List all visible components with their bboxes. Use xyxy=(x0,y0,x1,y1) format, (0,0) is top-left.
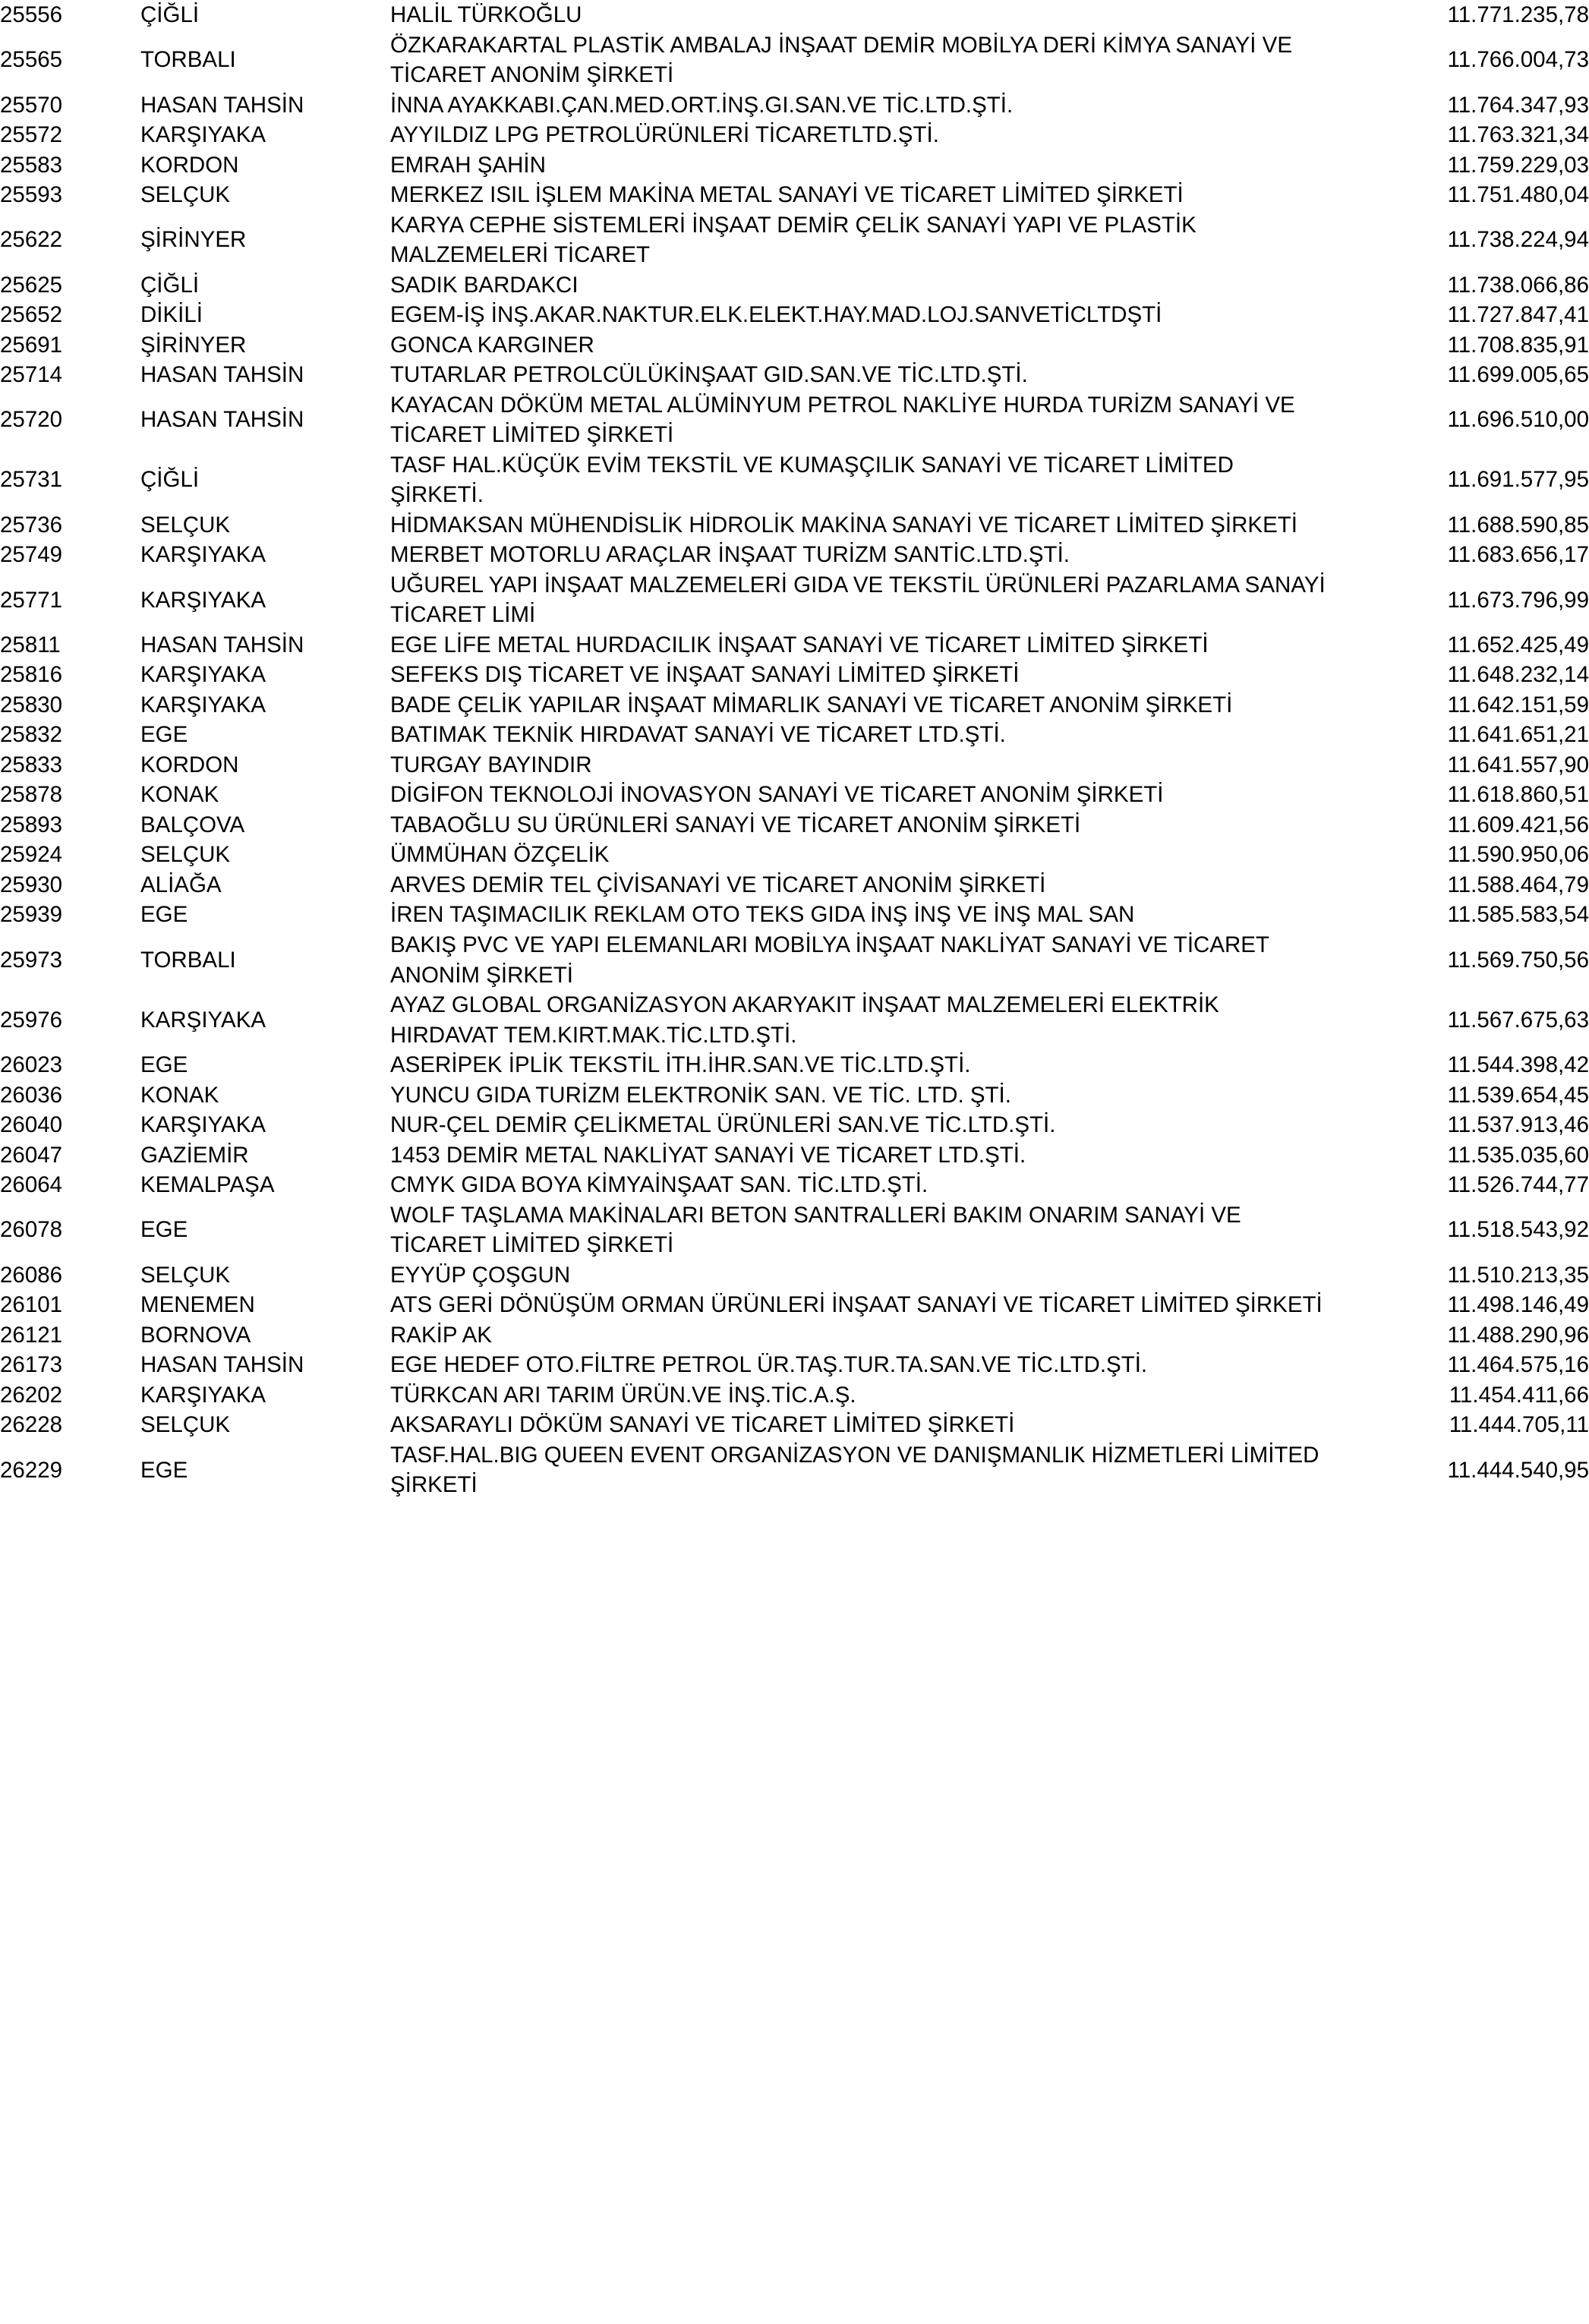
row-district-cell: KARŞIYAKA xyxy=(140,542,266,568)
row-name-cell: ASERİPEK İPLİK TEKSTİL İTH.İHR.SAN.VE TİC.LTD.ŞTİ. xyxy=(390,1052,971,1078)
row-code-cell: 25930 xyxy=(0,872,63,897)
row-name-cell: BATIMAK TEKNİK HIRDAVAT SANAYİ VE TİCARET LTD.ŞTİ. xyxy=(390,722,1006,748)
row-name-cell: CMYK GIDA BOYA KİMYAİNŞAAT SAN. TİC.LTD.ŞTİ. xyxy=(390,1172,928,1198)
row-amount-cell: 11.569.750,56 xyxy=(1447,947,1589,973)
row-amount-cell: 11.518.543,92 xyxy=(1447,1217,1589,1243)
row-name-cell: GONCA KARGINER xyxy=(390,332,594,358)
row-district-cell: ÇİĞLİ xyxy=(140,272,200,298)
table-row xyxy=(0,900,1589,930)
row-code-cell: 25720 xyxy=(0,407,63,433)
row-district-cell: TORBALI xyxy=(140,47,236,73)
table-row xyxy=(0,330,1589,361)
row-district-cell: SELÇUK xyxy=(140,842,231,868)
row-amount-cell: 11.585.583,54 xyxy=(1447,902,1589,928)
table-row xyxy=(0,390,1589,450)
row-district-cell: KARŞIYAKA xyxy=(140,692,266,717)
row-amount-cell: 11.759.229,03 xyxy=(1447,152,1589,178)
table-row xyxy=(0,90,1589,121)
row-amount-cell: 11.683.656,17 xyxy=(1447,542,1589,568)
row-code-cell: 25830 xyxy=(0,692,63,717)
row-code-cell: 26023 xyxy=(0,1052,63,1078)
row-name-cell: NUR-ÇEL DEMİR ÇELİKMETAL ÜRÜNLERİ SAN.VE TİC.LTD.ŞTİ. xyxy=(390,1112,1056,1138)
table-row xyxy=(0,30,1589,90)
row-name-cell: TABAOĞLU SU ÜRÜNLERİ SANAYİ VE TİCARET ANONİM ŞİRKETİ xyxy=(390,812,1081,837)
row-code-cell: 25878 xyxy=(0,782,63,808)
table-row xyxy=(0,930,1589,990)
table-row xyxy=(0,810,1589,840)
row-district-cell: ALİAĞA xyxy=(140,872,222,897)
row-amount-cell: 11.444.705,11 xyxy=(1449,1412,1589,1438)
row-district-cell: HASAN TAHSİN xyxy=(140,1352,304,1378)
row-amount-cell: 11.763.321,34 xyxy=(1447,122,1589,148)
row-district-cell: KONAK xyxy=(140,782,219,808)
row-code-cell: 26040 xyxy=(0,1112,63,1138)
table-row xyxy=(0,840,1589,870)
table-row xyxy=(0,300,1589,330)
row-amount-cell: 11.764.347,93 xyxy=(1447,92,1589,118)
row-amount-cell: 11.544.398,42 xyxy=(1447,1052,1589,1078)
table-row xyxy=(0,1290,1589,1320)
row-code-cell: 25714 xyxy=(0,362,63,388)
row-name-cell: BADE ÇELİK YAPILAR İNŞAAT MİMARLIK SANAYİ VE TİCARET ANONİM ŞİRKETİ xyxy=(390,692,1233,717)
row-name-cell: İNNA AYAKKABI.ÇAN.MED.ORT.İNŞ.GI.SAN.VE TİC.LTD.ŞTİ. xyxy=(390,92,1014,118)
row-name-cell: EYYÜP ÇOŞGUN xyxy=(390,1262,571,1288)
row-name-cell: AKSARAYLI DÖKÜM SANAYİ VE TİCARET LİMİTED ŞİRKETİ xyxy=(390,1412,1015,1438)
row-code-cell: 25556 xyxy=(0,2,63,27)
row-amount-cell: 11.488.290,96 xyxy=(1447,1322,1589,1348)
row-code-cell: 26228 xyxy=(0,1412,63,1438)
row-amount-cell: 11.727.847,41 xyxy=(1447,302,1589,328)
row-name-cell: AYAZ GLOBAL ORGANİZASYON AKARYAKIT İNŞAAT MALZEMELERİ ELEKTRİK HIRDAVAT TEM.KIRT.MAK.TİC.LTD.ŞTİ. xyxy=(390,992,1219,1048)
row-district-cell: SELÇUK xyxy=(140,182,231,208)
row-name-cell: KAYACAN DÖKÜM METAL ALÜMİNYUM PETROL NAKLİYE HURDA TURİZM SANAYİ VE TİCARET LİMİTED ŞİRKETİ xyxy=(390,392,1295,448)
row-district-cell: KARŞIYAKA xyxy=(140,587,266,613)
row-name-cell: RAKİP AK xyxy=(390,1322,492,1348)
table-row xyxy=(0,360,1589,390)
row-name-cell: ARVES DEMİR TEL ÇİVİSANAYİ VE TİCARET ANONİM ŞİRKETİ xyxy=(390,872,1046,897)
row-amount-cell: 11.498.146,49 xyxy=(1447,1292,1589,1318)
row-district-cell: DİKİLİ xyxy=(140,302,203,328)
row-district-cell: ÇİĞLİ xyxy=(140,2,200,27)
row-code-cell: 25691 xyxy=(0,332,63,358)
row-district-cell: TORBALI xyxy=(140,947,236,973)
row-name-cell: KARYA CEPHE SİSTEMLERİ İNŞAAT DEMİR ÇELİK SANAYİ YAPI VE PLASTİK MALZEMELERİ TİCARET xyxy=(390,212,1196,268)
row-district-cell: ŞİRİNYER xyxy=(140,332,247,358)
row-amount-cell: 11.641.651,21 xyxy=(1447,722,1589,748)
row-district-cell: SELÇUK xyxy=(140,512,231,538)
row-name-cell: DİGİFON TEKNOLOJİ İNOVASYON SANAYİ VE TİCARET ANONİM ŞİRKETİ xyxy=(390,782,1164,808)
table-row xyxy=(0,1410,1589,1440)
row-name-cell: EGEM-İŞ İNŞ.AKAR.NAKTUR.ELK.ELEKT.HAY.MAD.LOJ.SANVETİCLTDŞTİ xyxy=(390,302,1162,328)
row-amount-cell: 11.454.411,66 xyxy=(1449,1382,1589,1408)
row-amount-cell: 11.510.213,35 xyxy=(1447,1262,1589,1288)
row-code-cell: 26064 xyxy=(0,1172,63,1198)
row-district-cell: KORDON xyxy=(140,152,239,178)
row-amount-cell: 11.673.796,99 xyxy=(1447,587,1589,613)
row-code-cell: 25652 xyxy=(0,302,63,328)
row-code-cell: 25622 xyxy=(0,227,63,253)
table-row xyxy=(0,0,1589,30)
row-code-cell: 25924 xyxy=(0,842,63,868)
table-row xyxy=(0,1050,1589,1080)
row-amount-cell: 11.609.421,56 xyxy=(1447,812,1589,837)
table-row xyxy=(0,630,1589,661)
row-amount-cell: 11.696.510,00 xyxy=(1447,407,1589,433)
row-amount-cell: 11.539.654,45 xyxy=(1447,1082,1589,1108)
table-row xyxy=(0,660,1589,690)
row-code-cell: 25811 xyxy=(0,632,61,657)
table-row xyxy=(0,1200,1589,1260)
row-name-cell: ÜMMÜHAN ÖZÇELİK xyxy=(390,842,610,868)
row-code-cell: 25736 xyxy=(0,512,63,538)
row-district-cell: EGE xyxy=(140,902,188,928)
row-name-cell: HALİL TÜRKOĞLU xyxy=(390,2,582,27)
row-name-cell: EGE LİFE METAL HURDACILIK İNŞAAT SANAYİ VE TİCARET LİMİTED ŞİRKETİ xyxy=(390,632,1209,657)
row-code-cell: 25570 xyxy=(0,92,63,118)
row-amount-cell: 11.464.575,16 xyxy=(1447,1352,1589,1378)
row-code-cell: 26101 xyxy=(0,1292,63,1318)
row-amount-cell: 11.535.035,60 xyxy=(1447,1142,1589,1168)
row-district-cell: EGE xyxy=(140,1217,188,1243)
row-district-cell: KARŞIYAKA xyxy=(140,662,266,688)
row-amount-cell: 11.567.675,63 xyxy=(1447,1007,1589,1033)
row-name-cell: YUNCU GIDA TURİZM ELEKTRONİK SAN. VE TİC. LTD. ŞTİ. xyxy=(390,1082,1011,1108)
row-name-cell: WOLF TAŞLAMA MAKİNALARI BETON SANTRALLERİ BAKIM ONARIM SANAYİ VE TİCARET LİMİTED ŞİRKETİ xyxy=(390,1202,1241,1258)
row-code-cell: 25583 xyxy=(0,152,63,178)
row-district-cell: KARŞIYAKA xyxy=(140,1007,266,1033)
row-code-cell: 25893 xyxy=(0,812,63,837)
table-row xyxy=(0,570,1589,630)
row-code-cell: 26173 xyxy=(0,1352,63,1378)
row-district-cell: MENEMEN xyxy=(140,1292,255,1318)
row-district-cell: HASAN TAHSİN xyxy=(140,407,304,433)
row-district-cell: HASAN TAHSİN xyxy=(140,92,304,118)
row-code-cell: 25565 xyxy=(0,47,63,73)
table-row xyxy=(0,1080,1589,1111)
row-amount-cell: 11.699.005,65 xyxy=(1447,362,1589,388)
row-district-cell: KARŞIYAKA xyxy=(140,122,266,148)
row-code-cell: 25572 xyxy=(0,122,63,148)
row-district-cell: BORNOVA xyxy=(140,1322,251,1348)
row-amount-cell: 11.641.557,90 xyxy=(1447,752,1589,777)
row-amount-cell: 11.652.425,49 xyxy=(1447,632,1589,657)
row-name-cell: ÖZKARAKARTAL PLASTİK AMBALAJ İNŞAAT DEMİR MOBİLYA DERİ KİMYA SANAYİ VE TİCARET ANONİM ŞİRKETİ xyxy=(390,32,1292,88)
row-code-cell: 25749 xyxy=(0,542,63,568)
row-name-cell: MERKEZ ISIL İŞLEM MAKİNA METAL SANAYİ VE TİCARET LİMİTED ŞİRKETİ xyxy=(390,182,1184,208)
row-name-cell: EGE HEDEF OTO.FİLTRE PETROL ÜR.TAŞ.TUR.TA.SAN.VE TİC.LTD.ŞTİ. xyxy=(390,1352,1148,1378)
table-row xyxy=(0,1110,1589,1140)
row-district-cell: EGE xyxy=(140,722,188,748)
table-row xyxy=(0,270,1589,301)
table-row xyxy=(0,1170,1589,1200)
row-amount-cell: 11.771.235,78 xyxy=(1447,2,1589,27)
row-amount-cell: 11.688.590,85 xyxy=(1447,512,1589,538)
row-amount-cell: 11.537.913,46 xyxy=(1447,1112,1589,1138)
row-amount-cell: 11.588.464,79 xyxy=(1447,872,1589,897)
row-code-cell: 26086 xyxy=(0,1262,63,1288)
row-amount-cell: 11.526.744,77 xyxy=(1447,1172,1589,1198)
row-code-cell: 25771 xyxy=(0,587,63,613)
row-code-cell: 26202 xyxy=(0,1382,63,1408)
row-amount-cell: 11.444.540,95 xyxy=(1447,1457,1589,1483)
row-code-cell: 26121 xyxy=(0,1322,63,1348)
table-row xyxy=(0,1350,1589,1380)
table-row xyxy=(0,150,1589,181)
row-code-cell: 25976 xyxy=(0,1007,63,1033)
row-amount-cell: 11.708.835,91 xyxy=(1447,332,1589,358)
row-district-cell: KEMALPAŞA xyxy=(140,1172,275,1198)
row-code-cell: 25625 xyxy=(0,272,63,298)
table-row xyxy=(0,690,1589,721)
row-district-cell: SELÇUK xyxy=(140,1262,231,1288)
row-name-cell: TURGAY BAYINDIR xyxy=(390,752,592,777)
row-district-cell: EGE xyxy=(140,1052,188,1078)
row-code-cell: 26078 xyxy=(0,1217,63,1243)
row-name-cell: TASF.HAL.BIG QUEEN EVENT ORGANİZASYON VE DANIŞMANLIK HİZMETLERİ LİMİTED ŞİRKETİ xyxy=(390,1442,1319,1498)
row-name-cell: TUTARLAR PETROLCÜLÜKİNŞAAT GID.SAN.VE TİC.LTD.ŞTİ. xyxy=(390,362,1028,388)
row-amount-cell: 11.738.224,94 xyxy=(1447,227,1589,253)
row-district-cell: SELÇUK xyxy=(140,1412,231,1438)
row-name-cell: HİDMAKSAN MÜHENDİSLİK HİDROLİK MAKİNA SANAYİ VE TİCARET LİMİTED ŞİRKETİ xyxy=(390,512,1297,538)
row-name-cell: MERBET MOTORLU ARAÇLAR İNŞAAT TURİZM SANTİC.LTD.ŞTİ. xyxy=(390,542,1070,568)
row-code-cell: 26229 xyxy=(0,1457,63,1483)
row-code-cell: 25816 xyxy=(0,662,63,688)
row-district-cell: GAZİEMİR xyxy=(140,1142,249,1168)
row-name-cell: 1453 DEMİR METAL NAKLİYAT SANAYİ VE TİCARET LTD.ŞTİ. xyxy=(390,1142,1026,1168)
row-district-cell: KARŞIYAKA xyxy=(140,1382,266,1408)
row-code-cell: 25731 xyxy=(0,467,63,493)
table-row xyxy=(0,990,1589,1050)
row-district-cell: KORDON xyxy=(140,752,239,777)
table-row xyxy=(0,180,1589,210)
row-name-cell: BAKIŞ PVC VE YAPI ELEMANLARI MOBİLYA İNŞAAT NAKLİYAT SANAYİ VE TİCARET ANONİM ŞİRKETİ xyxy=(390,932,1269,988)
row-district-cell: KARŞIYAKA xyxy=(140,1112,266,1138)
table-row xyxy=(0,1320,1589,1351)
table-row xyxy=(0,1140,1589,1171)
row-name-cell: AYYILDIZ LPG PETROLÜRÜNLERİ TİCARETLTD.ŞTİ. xyxy=(390,122,939,148)
row-name-cell: UĞUREL YAPI İNŞAAT MALZEMELERİ GIDA VE TEKSTİL ÜRÜNLERİ PAZARLAMA SANAYİ TİCARET LİMİ xyxy=(390,572,1326,628)
row-code-cell: 25973 xyxy=(0,947,63,973)
row-code-cell: 26036 xyxy=(0,1082,63,1108)
table-row xyxy=(0,1380,1589,1411)
row-district-cell: HASAN TAHSİN xyxy=(140,362,304,388)
row-code-cell: 26047 xyxy=(0,1142,63,1168)
row-name-cell: ATS GERİ DÖNÜŞÜM ORMAN ÜRÜNLERİ İNŞAAT SANAYİ VE TİCARET LİMİTED ŞİRKETİ xyxy=(390,1292,1323,1318)
row-district-cell: ÇİĞLİ xyxy=(140,467,200,493)
row-name-cell: SADIK BARDAKCI xyxy=(390,272,579,298)
row-amount-cell: 11.642.151,59 xyxy=(1447,692,1589,717)
row-code-cell: 25833 xyxy=(0,752,63,777)
table-row xyxy=(0,540,1589,570)
row-amount-cell: 11.738.066,86 xyxy=(1447,272,1589,298)
table-row xyxy=(0,780,1589,810)
table-row xyxy=(0,510,1589,541)
row-amount-cell: 11.766.004,73 xyxy=(1447,47,1589,73)
table-row xyxy=(0,120,1589,150)
table-row xyxy=(0,210,1589,270)
row-district-cell: EGE xyxy=(140,1457,188,1483)
table-row xyxy=(0,750,1589,780)
row-name-cell: SEFEKS DIŞ TİCARET VE İNŞAAT SANAYİ LİMİTED ŞİRKETİ xyxy=(390,662,1020,688)
table-row xyxy=(0,1440,1589,1500)
row-amount-cell: 11.648.232,14 xyxy=(1447,662,1589,688)
row-district-cell: BALÇOVA xyxy=(140,812,245,837)
table-row xyxy=(0,1260,1589,1291)
row-code-cell: 25832 xyxy=(0,722,63,748)
table-row xyxy=(0,720,1589,750)
row-name-cell: EMRAH ŞAHİN xyxy=(390,152,546,178)
row-amount-cell: 11.618.860,51 xyxy=(1447,782,1589,808)
row-code-cell: 25593 xyxy=(0,182,63,208)
row-amount-cell: 11.691.577,95 xyxy=(1447,467,1589,493)
row-amount-cell: 11.590.950,06 xyxy=(1447,842,1589,868)
row-district-cell: KONAK xyxy=(140,1082,219,1108)
row-code-cell: 25939 xyxy=(0,902,63,928)
row-district-cell: HASAN TAHSİN xyxy=(140,632,304,657)
row-name-cell: TÜRKCAN ARI TARIM ÜRÜN.VE İNŞ.TİC.A.Ş. xyxy=(390,1382,856,1408)
row-name-cell: TASF HAL.KÜÇÜK EVİM TEKSTİL VE KUMAŞÇILIK SANAYİ VE TİCARET LİMİTED ŞİRKETİ. xyxy=(390,452,1234,508)
row-district-cell: ŞİRİNYER xyxy=(140,227,247,253)
row-name-cell: İREN TAŞIMACILIK REKLAM OTO TEKS GIDA İNŞ İNŞ VE İNŞ MAL SAN xyxy=(390,902,1135,928)
table-row xyxy=(0,870,1589,900)
row-amount-cell: 11.751.480,04 xyxy=(1447,182,1589,208)
table-row xyxy=(0,450,1589,510)
